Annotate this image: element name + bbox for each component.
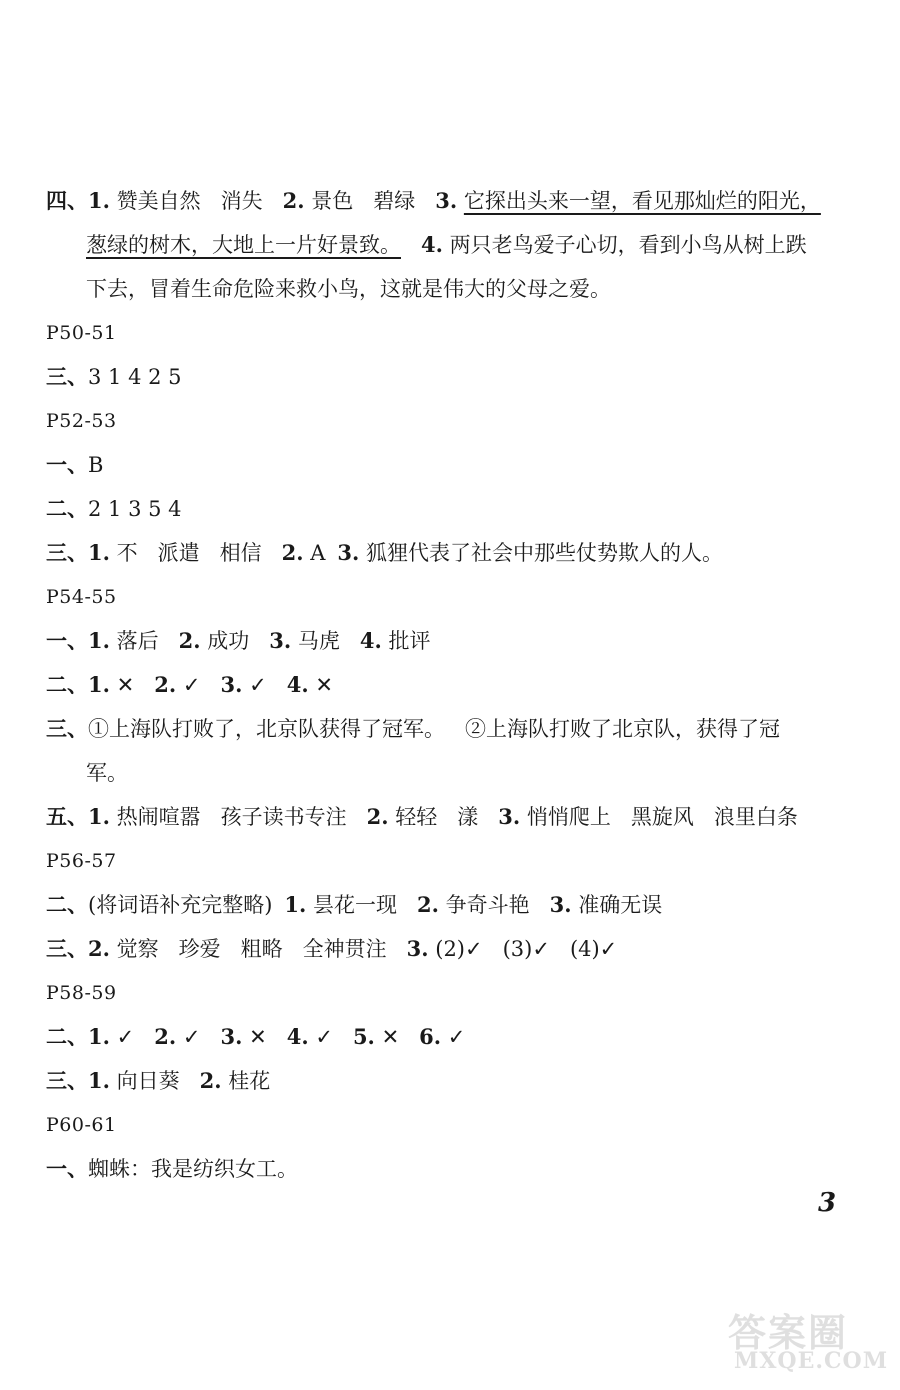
check-mark: ✓ — [447, 1025, 466, 1049]
answer-line: 三、3 1 4 2 5 — [46, 364, 182, 389]
page-ref-60-61: P60-61 — [46, 1114, 117, 1136]
answer-line: 一、B — [46, 452, 104, 477]
cross-mark: ✕ — [315, 673, 333, 697]
answer-line-cont: 军。 — [86, 761, 128, 785]
page-ref-50-51: P50-51 — [46, 322, 117, 344]
page-ref-58-59: P58-59 — [46, 982, 117, 1004]
answer-line-4-3: 下去，冒着生命危险来救小鸟，这就是伟大的父母之爱。 — [86, 277, 611, 301]
cross-mark: ✕ — [116, 673, 135, 697]
page-number: 3 — [818, 1188, 837, 1218]
answer-line: 一、蜘蛛：我是纺织女工。 — [46, 1156, 298, 1181]
page-ref-56-57: P56-57 — [46, 850, 117, 872]
answer-line: 三、1. 不 派遣 相信 2. A 3. 狐狸代表了社会中那些仗势欺人的人。 — [46, 540, 724, 565]
underlined-sentence: 它探出头来一望，看见那灿烂的阳光， — [463, 189, 821, 213]
page-ref-52-53: P52-53 — [46, 410, 117, 432]
answer-line: 一、1. 落后 2. 成功 3. 马虎 4. 批评 — [46, 628, 431, 653]
answer-line: 二、2 1 3 5 4 — [46, 496, 182, 521]
cross-mark: ✕ — [381, 1025, 400, 1049]
answer-line: 二、1. ✕ 2. ✓ 3. ✓ 4. ✕ — [46, 672, 333, 697]
answer-line: 三、1. 向日葵 2. 桂花 — [46, 1068, 271, 1093]
check-mark: ✓ — [249, 673, 267, 697]
check-mark: ✓ — [182, 1025, 201, 1049]
watermark-logo: 答案圈 MXQE.COM — [728, 1310, 889, 1374]
cross-mark: ✕ — [249, 1025, 267, 1049]
answer-line-4-1: 四、1. 赞美自然 消失 2. 景色 碧绿 3. 它探出头来一望，看见那灿烂的阳光， — [46, 188, 821, 213]
answer-line: 五、1. 热闹喧嚣 孩子读书专注 2. 轻轻 漾 3. 悄悄爬上 黑旋风 浪里白条 — [46, 804, 798, 829]
answer-line: 二、1. ✓ 2. ✓ 3. ✕ 4. ✓ 5. ✕ 6. ✓ — [46, 1024, 466, 1049]
check-mark: ✓ — [315, 1025, 333, 1049]
page-ref-54-55: P54-55 — [46, 586, 117, 608]
answer-line: 三、2. 觉察 珍爱 粗略 全神贯注 3. (2)✓ (3)✓ (4)✓ — [46, 936, 618, 961]
answer-line: 二、(将词语补充完整略) 1. 昙花一现 2. 争奇斗艳 3. 准确无误 — [46, 892, 663, 917]
check-mark: ✓ — [182, 673, 201, 697]
answer-line-4-2: 葱绿的树木，大地上一片好景致。 4. 两只老鸟爱子心切，看到小鸟从树上跌 — [86, 232, 807, 257]
check-mark: ✓ — [116, 1025, 135, 1049]
underlined-sentence-cont: 葱绿的树木，大地上一片好景致。 — [86, 233, 401, 257]
answer-line: 三、①上海队打败了，北京队获得了冠军。 ②上海队打败了北京队，获得了冠 — [46, 716, 780, 741]
